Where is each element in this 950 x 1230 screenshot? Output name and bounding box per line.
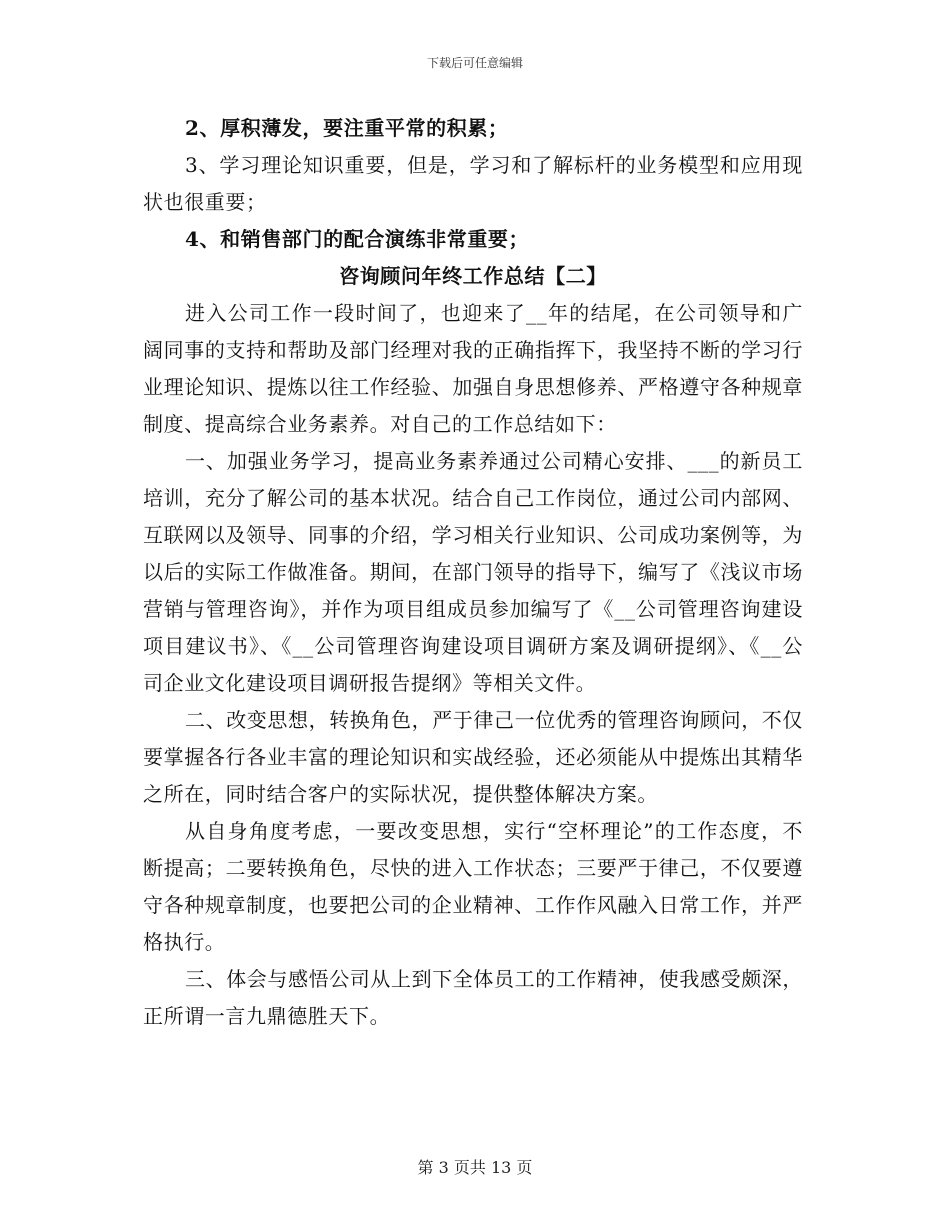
list-item-4: 4、和销售部门的配合演练非常重要； bbox=[185, 227, 530, 251]
section-title: 咨询顾问年终工作总结【二】 bbox=[339, 264, 607, 288]
list-item-2: 2、厚积薄发，要注重平常的积累； bbox=[185, 116, 509, 140]
paragraph-section-two: 二、改变思想，转换角色，严于律己一位优秀的管理咨询顾问，不仅要掌握各行各业丰富的理论知识和实战经验，还必须能从中提炼出其精华之所在，同时结合客户的实际状况，提供整体解决方案。 bbox=[143, 708, 803, 806]
list-item-3: 3、学习理论知识重要，但是，学习和了解标杆的业务模型和应用现状也很重要； bbox=[143, 153, 803, 214]
paragraph-section-one: 一、加强业务学习，提高业务素养通过公司精心安排、___的新员工培训，充分了解公司的基本状况。结合自己工作岗位，通过公司内部网、互联网以及领导、同事的介绍，学习相关行业知识、公司成功案例等，为以后的实际工作做准备。期间，在部门领导的指导下，编写了《浅议市场营销与管理咨询》，并作为项目组成员参加编写了《__公司管理咨询建设项目建议书》、《__公司管理咨询建设项目调研方案及调研提纲》、《__公司企业文化建设项目调研报告提纲》等相关文件。 bbox=[143, 449, 803, 695]
intro-paragraph: 进入公司工作一段时间了，也迎来了__年的结尾，在公司领导和广阔同事的支持和帮助及部门经理对我的正确指挥下，我坚持不断的学习行业理论知识、提炼以往工作经验、加强自身思想修养、严格遵守各种规章制度、提高综合业务素养。对自己的工作总结如下： bbox=[143, 301, 803, 436]
page-footer: 第 3 页共 13 页 bbox=[417, 1158, 533, 1177]
page-header: 下载后可任意编辑 bbox=[426, 56, 523, 70]
paragraph-self-perspective: 从自身角度考虑，一要改变思想，实行“空杯理论”的工作态度，不断提高；二要转换角色，尽快的进入工作状态；三要严于律己，不仅要遵守各种规章制度，也要把公司的企业精神、工作作风融入日常工作，并严格执行。 bbox=[143, 819, 803, 954]
document-body bbox=[143, 110, 803, 1035]
paragraph-section-three: 三、体会与感悟公司从上到下全体员工的工作精神，使我感受颇深，正所谓一言九鼎德胜天下。 bbox=[143, 967, 803, 1028]
